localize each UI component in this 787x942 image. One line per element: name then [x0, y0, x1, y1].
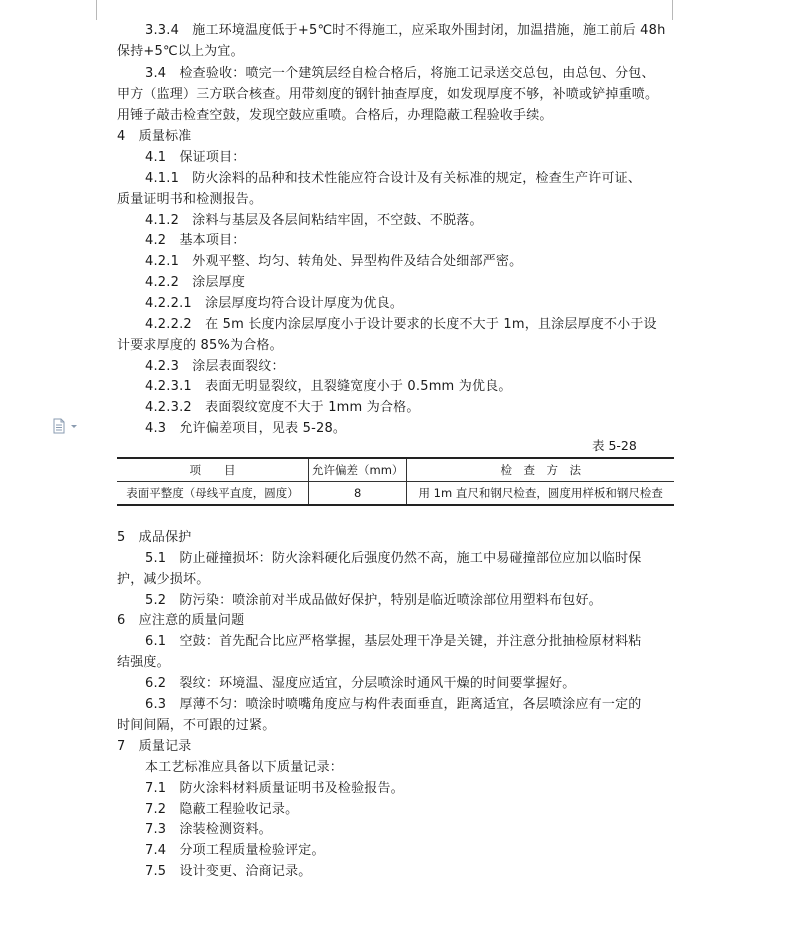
text-line: 质量证明书和检测报告。: [117, 192, 263, 207]
text-line: 6.2 裂纹：环境温、湿度应适宜，分层喷涂时通风干燥的时间要掌握好。: [145, 676, 576, 691]
text-line: 5.2 防污染：喷涂前对半成品做好保护，特别是临近喷涂部位用塑料布包好。: [145, 593, 602, 608]
section-heading: 7 质量记录: [117, 739, 192, 754]
section-heading: 5 成品保护: [117, 530, 192, 545]
text-line: 4.2.2.1 涂层厚度均符合设计厚度为优良。: [145, 296, 404, 311]
text-line: 7.4 分项工程质量检验评定。: [145, 843, 325, 858]
text-line: 7.1 防火涂料材料质量证明书及检验报告。: [145, 781, 404, 796]
text-line: 4.1 保证项目：: [145, 150, 246, 165]
text-line: 3.4 检查验收：喷完一个建筑层经自检合格后，将施工记录送交总包，由总包、分包、: [145, 66, 655, 81]
text-line: 4.2.3 涂层表面裂纹：: [145, 359, 285, 374]
text-line: 4.2.1 外观平整、均匀、转角处、异型构件及结合处细部严密。: [145, 254, 523, 269]
text-line: 4.2.3.1 表面无明显裂纹，且裂缝宽度小于 0.5mm 为优良。: [145, 379, 512, 394]
text-line: 护，减少损坏。: [117, 572, 210, 587]
text-line: 4.2.2.2 在 5m 长度内涂层厚度小于设计要求的长度不大于 1m，且涂层厚度不小于设: [145, 317, 657, 332]
table-header-row: [117, 458, 674, 482]
text-line: 5.1 防止碰撞损坏：防火涂料硬化后强度仍然不高，施工中易碰撞部位应加以临时保: [145, 551, 642, 566]
text-line: 3.3.4 施工环境温度低于+5℃时不得施工，应采取外围封闭，加温措施，施工前后 48h: [145, 23, 666, 38]
crop-mark-left: [96, 0, 97, 20]
crop-mark-right: [672, 0, 673, 20]
table-caption: 表 5-28: [592, 438, 637, 453]
tolerance-table: [117, 457, 674, 506]
text-line: 时间间隔，不可跟的过紧。: [117, 718, 276, 733]
text-line: 7.2 隐蔽工程验收记录。: [145, 802, 299, 817]
text-line: 4.1.1 防火涂料的品种和技术性能应符合设计及有关标准的规定，检查生产许可证、: [145, 171, 642, 186]
text-line: 甲方（监理）三方联合核查。用带刻度的钢针抽查厚度，如发现厚度不够，补喷或铲掉重喷。: [117, 87, 659, 102]
table-header-method: 检 查 方 法: [407, 458, 674, 482]
text-line: 4.3 允许偏差项目，见表 5-28。: [145, 421, 347, 436]
table-row: [117, 482, 674, 506]
table-cell-item: 表面平整度（母线平直度，圆度）: [117, 482, 309, 506]
text-line: 保持+5℃以上为宜。: [117, 44, 244, 59]
section-heading: 6 应注意的质量问题: [117, 613, 245, 628]
text-line: 4.2 基本项目：: [145, 233, 246, 248]
text-line: 7.3 涂装检测资料。: [145, 822, 272, 837]
text-line: 4.2.2 涂层厚度: [145, 275, 246, 290]
table-cell-method: 用 1m 直尺和钢尺检查，圆度用样板和钢尺检查: [407, 482, 674, 506]
text-line: 6.1 空鼓：首先配合比应严格掌握，基层处理干净是关键，并注意分批抽检原材料粘: [145, 634, 642, 649]
text-line: 6.3 厚薄不匀：喷涂时喷嘴角度应与构件表面垂直，距离适宜，各层喷涂应有一定的: [145, 697, 642, 712]
table-header-tolerance: 允许偏差（mm）: [309, 458, 407, 482]
table-header-item: 项 目: [117, 458, 309, 482]
paste-options-icon[interactable]: [52, 418, 80, 434]
text-line: 计要求厚度的 85%为合格。: [117, 338, 283, 353]
section-heading: 4 质量标准: [117, 129, 192, 144]
text-line: 4.2.3.2 表面裂纹宽度不大于 1mm 为合格。: [145, 400, 420, 415]
text-line: 7.5 设计变更、洽商记录。: [145, 864, 312, 879]
text-line: 本工艺标准应具备以下质量记录：: [145, 760, 344, 775]
text-line: 4.1.2 涂料与基层及各层间粘结牢固，不空鼓、不脱落。: [145, 213, 483, 228]
table-cell-tolerance: 8: [309, 482, 407, 506]
text-line: 结强度。: [117, 655, 170, 670]
text-line: 用锤子敲击检查空鼓，发现空鼓应重喷。合格后，办理隐蔽工程验收手续。: [117, 108, 553, 123]
